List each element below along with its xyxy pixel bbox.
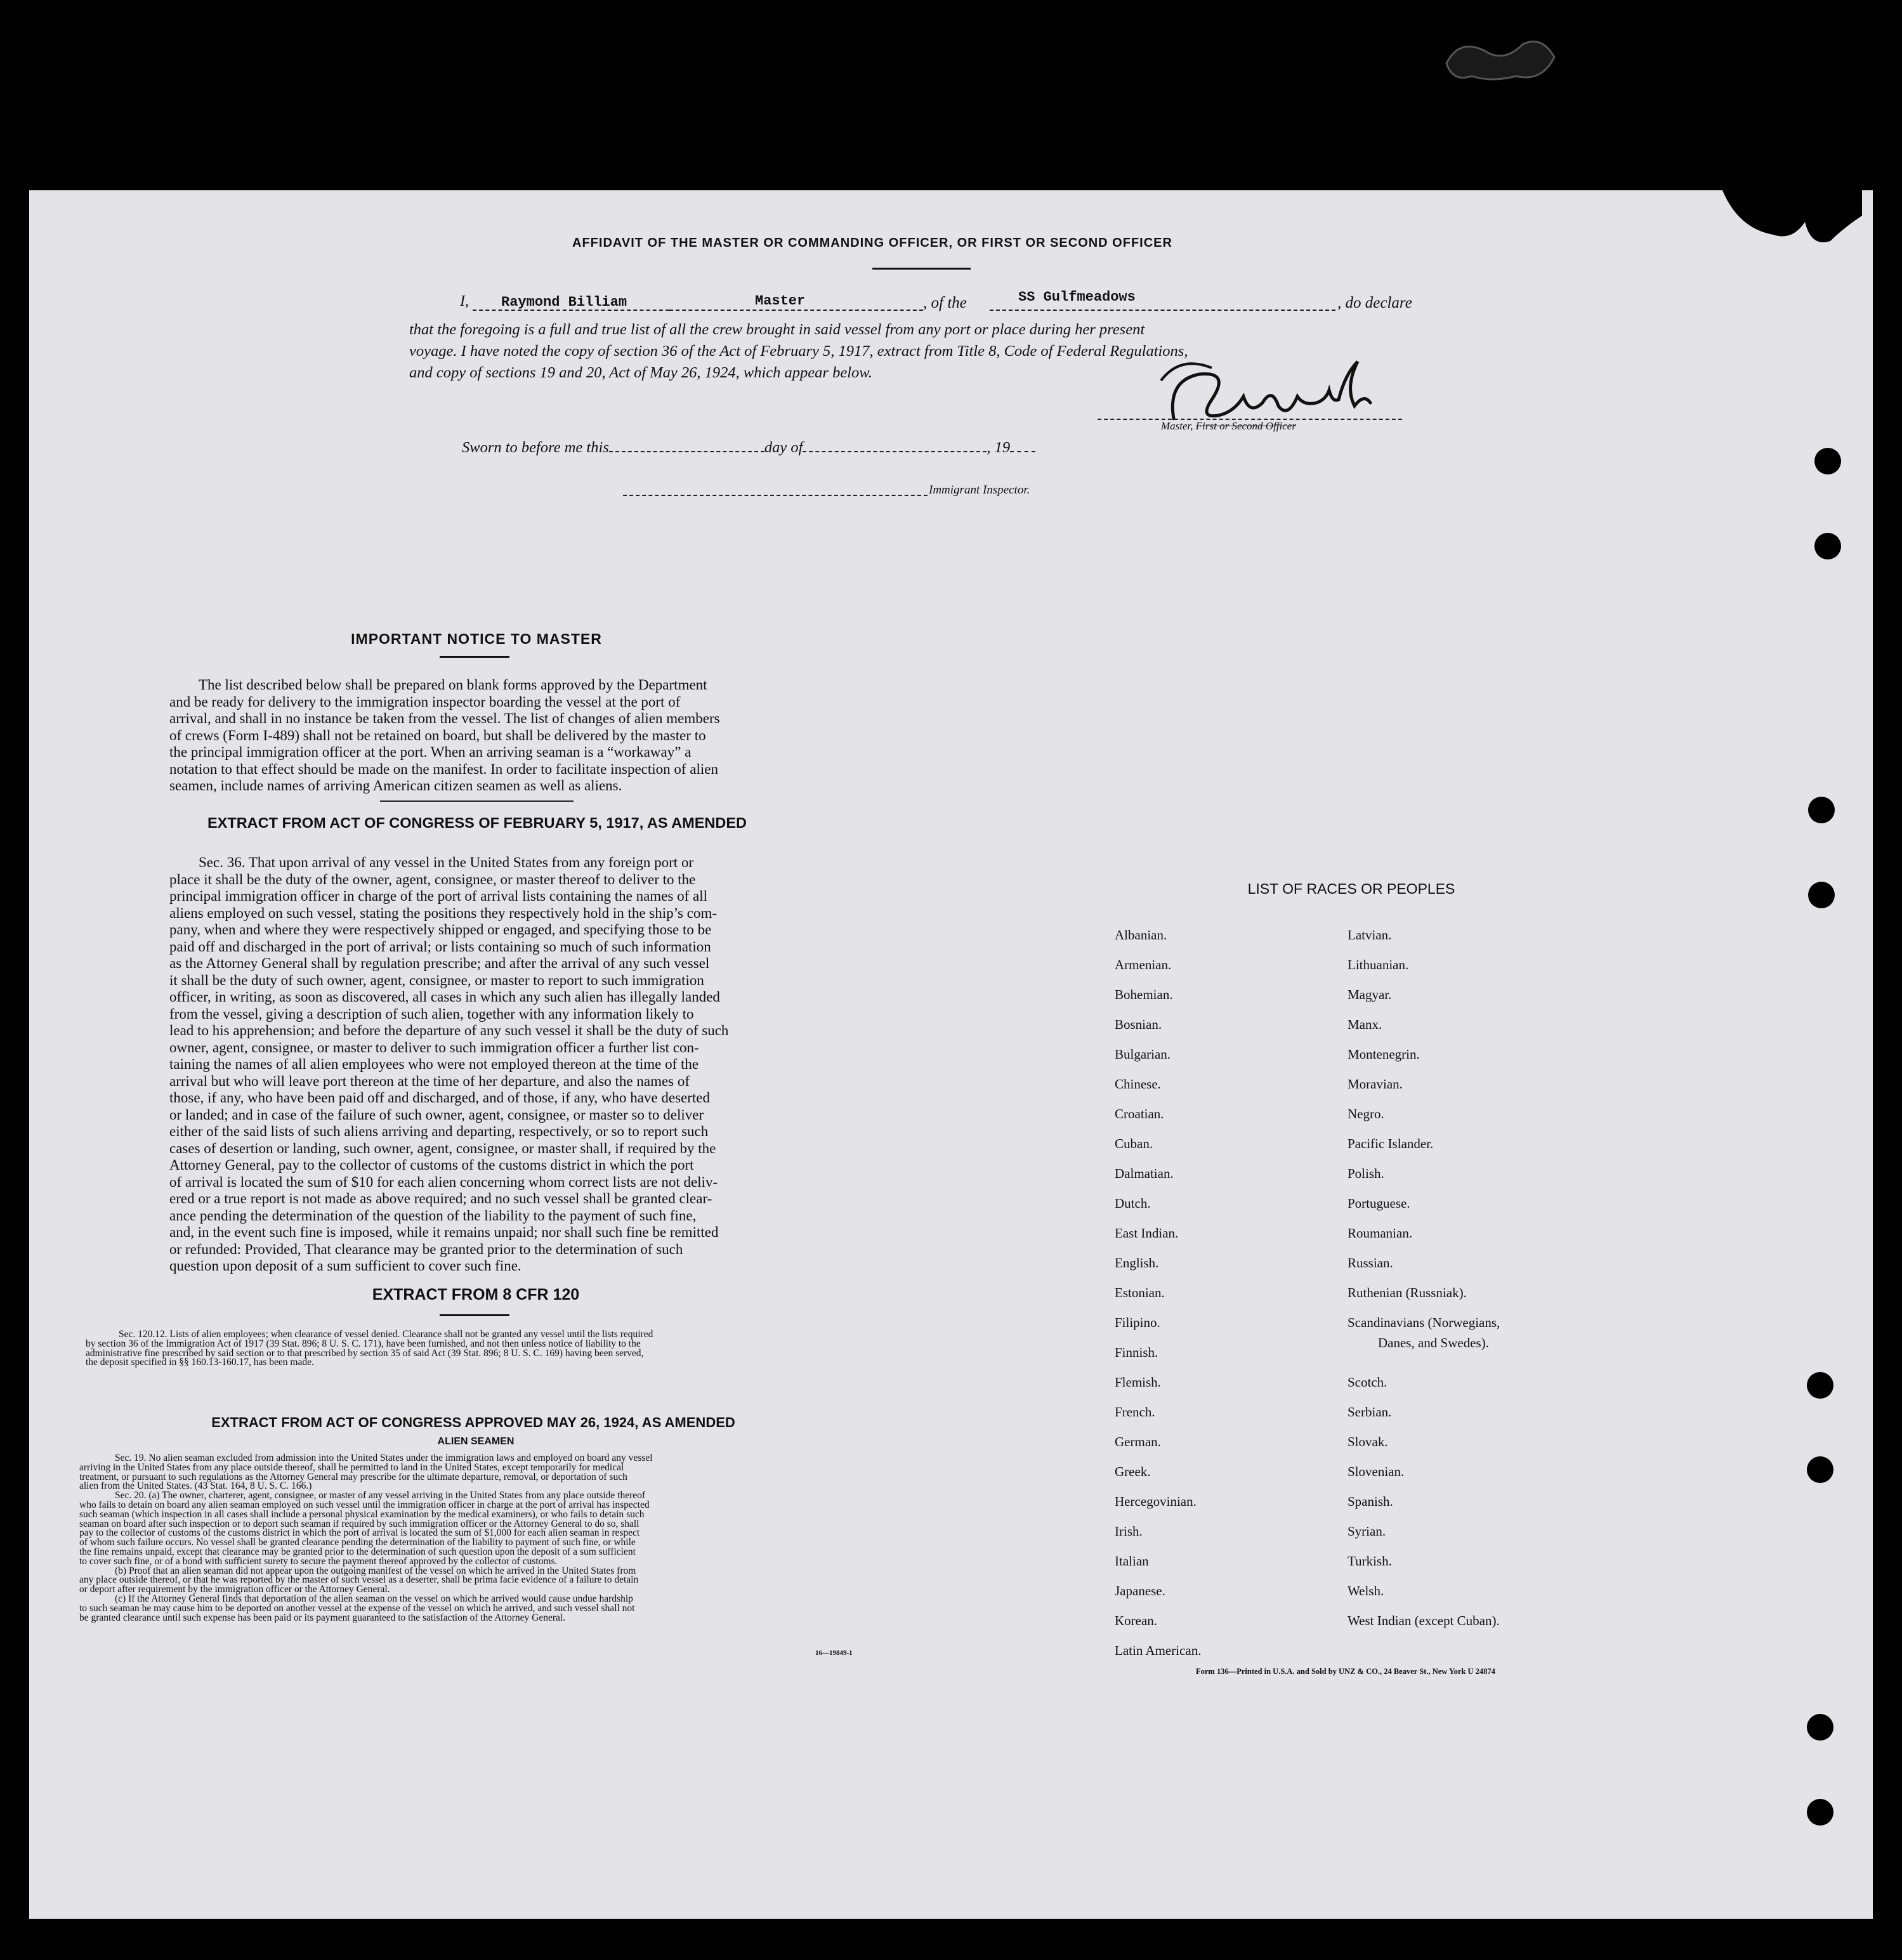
extract-line: those, if any, who have been paid off and discharged, and of those, if any, who have deserted (169, 1090, 711, 1106)
vessel-name: SS Gulfmeadows (1018, 289, 1136, 305)
race-item: Flemish. (1115, 1375, 1161, 1390)
race-item: Magyar. (1348, 987, 1392, 1002)
extract-line: from the vessel, giving a description of such alien, together with any information likely to (169, 1005, 694, 1022)
race-item: Cuban. (1115, 1136, 1153, 1151)
extract-line: any place outside thereof, or that he was reported by the master of such vessel as a deserter, shall be prima facie evidence of a failure to detain (79, 1574, 639, 1586)
day-blank (609, 451, 764, 452)
race-item: Russian. (1348, 1255, 1393, 1271)
race-item: Korean. (1115, 1613, 1158, 1628)
extract-line: (c) If the Attorney General finds that deportation of the alien seaman on the vessel on which he arrived would cause undue hardship (115, 1593, 633, 1604)
race-item: Manx. (1348, 1017, 1382, 1032)
race-item: Croatian. (1115, 1106, 1164, 1121)
rank-blank (669, 310, 923, 311)
extract-line: Sec. 19. No alien seaman excluded from admission into the United States under the immigration laws and employed on board any vessel (115, 1453, 653, 1463)
race-item: Latin American. (1115, 1643, 1202, 1658)
extract-line: officer, in writing, as soon as discovered, all cases in which any such alien has illegally landed (169, 989, 720, 1005)
extract-line: ered or a true report is not made as above required; and no such vessel shall be granted clear- (169, 1191, 712, 1206)
extract-line: who fails to detain on board any alien seaman employed on such vessel until the immigration officer in charge at the port of arrival has inspected (79, 1499, 650, 1510)
day-of-label: day of (764, 439, 803, 456)
extract-line: of whom such failure occurs. No vessel shall be granted clearance pending the determination of the liability to payment of such fine, or while (79, 1537, 636, 1548)
punch-hole (1807, 1799, 1833, 1826)
extract-line: as the Attorney General shall by regulation prescribe; and after the arrival of any such vessel (169, 955, 710, 971)
extract-line: arrival but who will leave port thereon at the time of her departure, and also the names of (169, 1073, 690, 1089)
race-item: Negro. (1348, 1106, 1384, 1121)
inspector-line (623, 495, 928, 496)
extract-line: lead to his apprehension; and before the departure of any such vessel it shall be the duty of such (169, 1022, 729, 1038)
punch-hole (1807, 1372, 1833, 1399)
extract-line: or landed; and in case of the failure of such owner, agent, consignee, or master so to deliver (169, 1106, 704, 1123)
extract-1924-title: EXTRACT FROM ACT OF CONGRESS APPROVED MAY 26, 1924, AS AMENDED (211, 1414, 735, 1430)
extract-1917-text (169, 854, 786, 1275)
notice-line: The list described below shall be prepared on blank forms approved by the Department (199, 677, 707, 693)
race-item: Italian (1115, 1553, 1149, 1569)
master-name: Raymond Billiam (501, 294, 627, 310)
notice-text (169, 677, 786, 795)
extract-line: pay to the collector of customs of the customs district in which the port of arrival is located the sum of $1,000 for each alien seaman in respect (79, 1527, 640, 1539)
extract-line: cases of desertion or landing, such owner, agent, consignee, or master shall, if required by the (169, 1140, 716, 1156)
cfr-text (86, 1330, 867, 1368)
extract-line: either of the said lists of such aliens arriving and departing, respectively, or so to report such (169, 1123, 709, 1139)
cfr-line: the deposit specified in §§ 160.13-160.17, has been made. (86, 1357, 314, 1368)
extract-line: Sec. 20. (a) The owner, charterer, agent, consignee, or master of any vessel arriving in the United States from any place outside thereof (115, 1490, 646, 1501)
notice-line: of crews (Form I-489) shall not be retained on board, but shall be delivered by the master to (169, 727, 706, 743)
extract-line: seaman on board after such inspection or to deport such seaman if required by such immigration officer or the Attorney General to do so, shall (79, 1518, 639, 1529)
race-item: Greek. (1115, 1464, 1151, 1479)
extract-line: (b) Proof that an alien seaman did not appear upon the outgoing manifest of the vessel on which he arrived in the United States from (115, 1565, 636, 1576)
race-item: Moravian. (1348, 1076, 1403, 1092)
extract-line: such seaman (which inspection in all cases shall include a personal physical examination by the medical examiners), or who fails to detain such (79, 1508, 645, 1520)
race-item: Albanian. (1115, 927, 1167, 943)
race-item: English. (1115, 1255, 1159, 1271)
race-item: Latvian. (1348, 927, 1392, 943)
race-item: Polish. (1348, 1166, 1384, 1181)
race-item: East Indian. (1115, 1225, 1179, 1241)
form-footer-note: Form 136—Printed in U.S.A. and Sold by UNZ & CO., 24 Beaver St., New York U 24874 (1196, 1667, 1495, 1676)
notice-line: and be ready for delivery to the immigration inspector boarding the vessel at the port of (169, 693, 681, 710)
notice-line: notation to that effect should be made on the manifest. In order to facilitate inspection of alien (169, 761, 718, 777)
race-item: Hercegovinian. (1115, 1494, 1197, 1509)
race-item: Welsh. (1348, 1583, 1384, 1598)
extract-line: Sec. 36. That upon arrival of any vessel in the United States from any foreign port or (199, 854, 694, 870)
rank: Master (755, 293, 806, 309)
divider (440, 656, 509, 658)
race-item: Lithuanian. (1348, 957, 1409, 972)
extract-line: the fine remains unpaid, except that clearance may be granted prior to the determination of such question upon the deposit of a sum sufficient (79, 1546, 636, 1557)
extract-1917-title: EXTRACT FROM ACT OF CONGRESS OF FEBRUARY 5, 1917, AS AMENDED (207, 814, 747, 831)
signature-caption (1161, 420, 1296, 433)
extract-line: or refunded: Provided, That clearance may be granted prior to the determination of such (169, 1241, 683, 1257)
race-item: Portuguese. (1348, 1196, 1410, 1211)
races-left-column (1115, 927, 1330, 1673)
race-item: Dalmatian. (1115, 1166, 1174, 1181)
affidavit-title: AFFIDAVIT OF THE MASTER OR COMMANDING OFFICER, OR FIRST OR SECOND OFFICER (572, 236, 1172, 250)
divider (380, 800, 574, 802)
extract-1924-text (79, 1454, 867, 1623)
struck-officer-label: First or Second Officer (1195, 420, 1296, 432)
scan-mark (1434, 25, 1567, 101)
race-item: Scandinavians (Norwegians, (1348, 1315, 1500, 1330)
do-declare-label: , do declare (1337, 294, 1412, 311)
inspector-label: Immigrant Inspector. (929, 483, 1030, 497)
extract-line: to such seaman he may cause him to be deported on another vessel at the expense of the vessel on which he arrived, and such vessel shall not (79, 1602, 635, 1614)
extract-line: Attorney General, pay to the collector of customs of the customs district in which the port (169, 1157, 694, 1173)
extract-line: place it shall be the duty of the owner, agent, consignee, or master thereof to deliver to the (169, 871, 696, 887)
torn-corner (1713, 190, 1878, 279)
race-item: Bosnian. (1115, 1017, 1162, 1032)
race-item: Bulgarian. (1115, 1047, 1171, 1062)
extract-line: pany, when and where they were respectively shipped or engaged, and specifying those to be (169, 922, 712, 938)
race-item: Dutch. (1115, 1196, 1151, 1211)
notice-line: arrival, and shall in no instance be taken from the vessel. The list of changes of alien members (169, 710, 720, 726)
extract-line: question upon deposit of a sum sufficient to cover such fine. (169, 1258, 521, 1274)
punch-hole (1814, 448, 1841, 474)
extract-line: owner, agent, consignee, or master to deliver to such immigration officer a further list con- (169, 1039, 699, 1055)
race-item: Slovak. (1348, 1434, 1388, 1449)
race-item: Danes, and Swedes). (1378, 1335, 1489, 1350)
extract-line: principal immigration officer in charge of the port of arrival lists containing the names of all (169, 888, 707, 904)
print-code: 16—19849-1 (815, 1649, 853, 1657)
divider (440, 1314, 509, 1316)
extract-line: of arrival is located the sum of $10 for each alien concerning whom correct lists are not deliv- (169, 1173, 718, 1190)
sworn-line (462, 439, 1035, 457)
punch-hole (1808, 882, 1835, 908)
notice-title: IMPORTANT NOTICE TO MASTER (351, 630, 602, 647)
notice-line: the principal immigration officer at the port. When an arriving seaman is a “workaway” a (169, 744, 692, 760)
races-right-column (1348, 927, 1633, 1643)
race-item: Scotch. (1348, 1375, 1387, 1390)
race-item: Bohemian. (1115, 987, 1173, 1002)
races-title: LIST OF RACES OR PEOPLES (1247, 880, 1455, 897)
race-item: German. (1115, 1434, 1161, 1449)
race-item: Montenegrin. (1348, 1047, 1420, 1062)
punch-hole (1814, 533, 1841, 559)
extract-line: taining the names of all alien employees who were not employed thereon at the time of the (169, 1056, 699, 1072)
race-item: Estonian. (1115, 1285, 1165, 1300)
race-item: Ruthenian (Russniak). (1348, 1285, 1467, 1300)
race-item: Armenian. (1115, 957, 1172, 972)
cfr-title: EXTRACT FROM 8 CFR 120 (372, 1286, 580, 1303)
of-the-label: , of the (923, 294, 967, 311)
race-item: Irish. (1115, 1524, 1143, 1539)
extract-line: paid off and discharged in the port of arrival; or lists containing so much of such information (169, 938, 711, 955)
punch-hole (1807, 1714, 1833, 1741)
extract-line: treatment, or pursuant to such regulations as the Attorney General may prescribe for the ultimate departure, removal, or deportation of such (79, 1471, 627, 1482)
affidavit-line: voyage. I have noted the copy of section 36 of the Act of February 5, 1917, extract from Title 8, Code of Federal Regulations, (409, 343, 1188, 360)
extract-line: or deport after requirement by the immigration officer or the Attorney General. (79, 1584, 390, 1595)
race-item: Pacific Islander. (1348, 1136, 1434, 1151)
i-label: I, (460, 293, 469, 310)
cfr-line: by section 36 of the Immigration Act of 1917 (39 Stat. 896; 8 U. S. C. 171), have been furnished, and not then unless notice of liability to the (86, 1338, 641, 1349)
race-item: Slovenian. (1348, 1464, 1405, 1479)
cfr-line: administrative fine prescribed by said section or to that prescribed by section 35 of said Act (39 Stat. 896; 8 U. S. C. 169) having been served, (86, 1347, 644, 1359)
extract-line: be granted clearance until such expense has been paid or its payment guaranteed to the satisfaction of the Attorney General. (79, 1612, 566, 1623)
extract-line: to cover such fine, or of a bond with sufficient surety to secure the payment thereof approved by the collector of customs. (79, 1555, 558, 1567)
race-item: Spanish. (1348, 1494, 1393, 1509)
vessel-blank (990, 310, 1335, 311)
race-item: Finnish. (1115, 1345, 1158, 1360)
race-item: French. (1115, 1404, 1155, 1420)
race-item: Japanese. (1115, 1583, 1165, 1598)
divider (872, 268, 971, 270)
extract-line: arriving in the United States from any place outside thereof, shall be permitted to land in the United States, except temporarily for medical (79, 1461, 624, 1473)
cfr-line: Sec. 120.12. Lists of alien employees; when clearance of vessel denied. Clearance shall not be granted any vessel until the lists required (119, 1329, 653, 1340)
alien-seamen-subtitle: ALIEN SEAMEN (437, 1436, 515, 1447)
extract-line: ance pending the determination of the question of the liability to the payment of such fine, (169, 1207, 697, 1224)
extract-line: aliens employed on such vessel, stating the positions they respectively hold in the ship’s com- (169, 905, 717, 921)
punch-hole (1807, 1456, 1833, 1483)
sworn-label: Sworn to before me this (462, 439, 609, 456)
master-label: Master, (1161, 420, 1193, 432)
race-item: Turkish. (1348, 1553, 1392, 1569)
signature (1142, 343, 1396, 431)
race-item: Roumanian. (1348, 1225, 1413, 1241)
affidavit-line: and copy of sections 19 and 20, Act of May 26, 1924, which appear below. (409, 364, 872, 381)
extract-line: alien from the United States. (43 Stat. 164, 8 U. S. C. 166.) (79, 1480, 312, 1492)
notice-line: seamen, include names of arriving American citizen seamen as well as aliens. (169, 778, 622, 794)
month-blank (803, 451, 987, 452)
extract-line: it shall be the duty of such owner, agent, consignee, or master to report to such immigration (169, 972, 704, 988)
race-item: Chinese. (1115, 1076, 1161, 1092)
punch-hole (1808, 797, 1835, 823)
year-blank (1010, 451, 1035, 452)
race-item: Syrian. (1348, 1524, 1386, 1539)
race-item: Serbian. (1348, 1404, 1392, 1420)
race-item: West Indian (except Cuban). (1348, 1613, 1500, 1628)
year-label: , 19 (987, 439, 1011, 456)
race-item: Filipino. (1115, 1315, 1160, 1330)
affidavit-line: that the foregoing is a full and true list of all the crew brought in said vessel from any port or place during her present (409, 321, 1145, 338)
extract-line: and, in the event such fine is imposed, while it remains unpaid; nor shall such fine be remitted (169, 1224, 719, 1240)
